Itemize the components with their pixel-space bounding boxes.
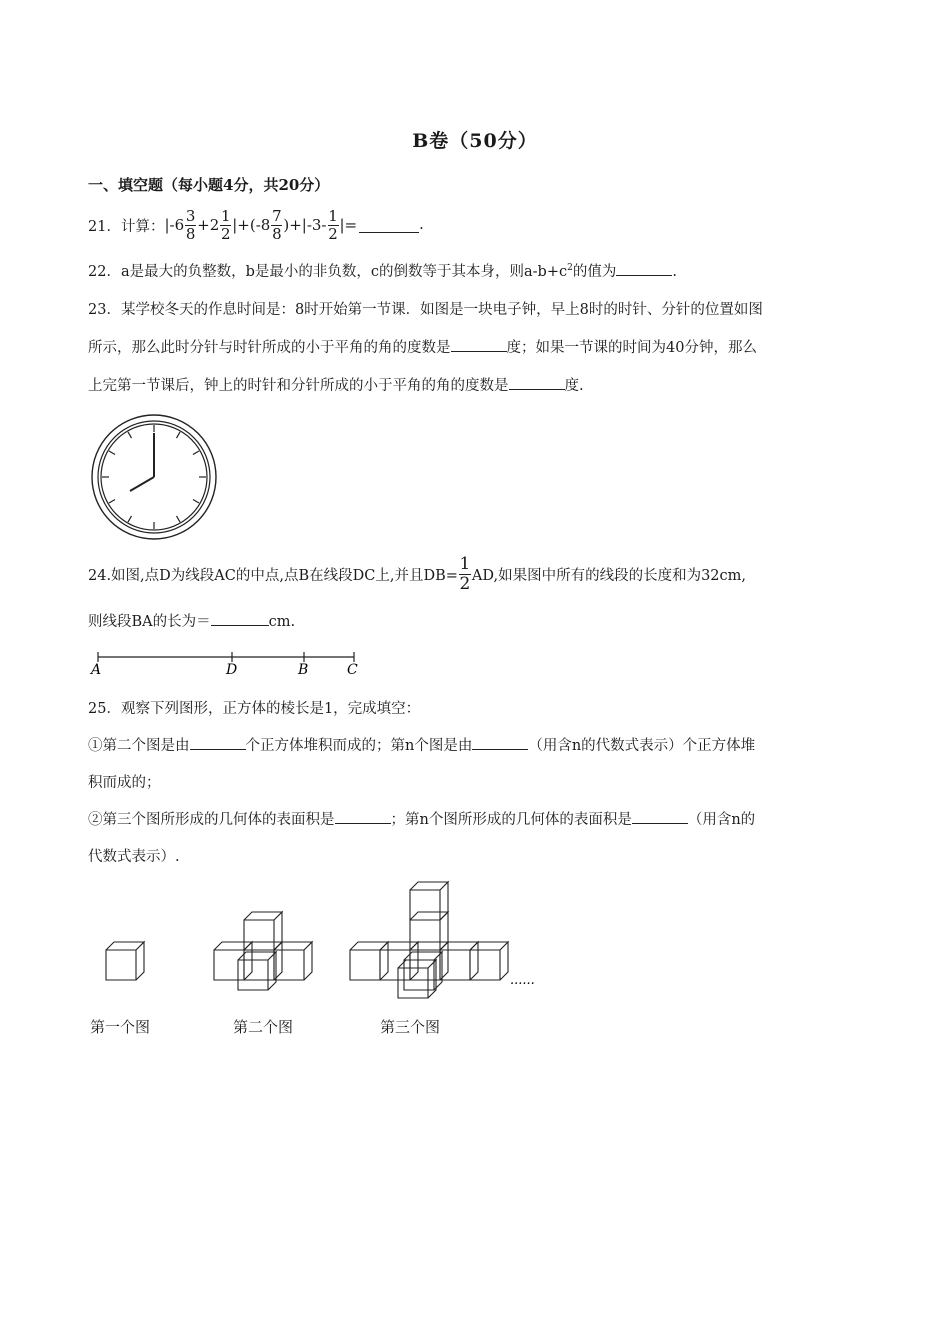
q21-fraction3	[271, 206, 282, 243]
figure-caption-3: 第三个图	[380, 1018, 441, 1036]
section-heading: 一、填空题（每小题4分，共20分）	[88, 176, 330, 194]
q25-line4b: ；第n个图所形成的几何体的表面积是	[390, 812, 632, 828]
q21-f3-num: 7	[272, 206, 282, 225]
q25-line2b: 个正方体堆积而成的；第n个图是由	[245, 738, 473, 754]
q25-line1: 25．观察下列图形，正方体的棱长是1，完成填空：	[88, 701, 421, 717]
q24-line1b: AD,如果图中所有的线段的长度和为32cm,	[471, 567, 747, 584]
cube	[106, 942, 144, 980]
q21-f4-num: 1	[328, 206, 338, 225]
clock-tick	[128, 432, 132, 438]
q24-line2b: cm.	[268, 614, 296, 630]
q25-line4	[88, 808, 755, 829]
q25-blank2[interactable]	[472, 735, 528, 750]
clock-tick	[193, 500, 199, 504]
clock-tick	[109, 500, 115, 504]
question-21	[88, 205, 424, 245]
q22-text2: 的值为	[572, 264, 617, 280]
q25-line2c: （用含n的代数式表示）个正方体堆	[528, 738, 756, 754]
q23-line2b: 度；如果一节课的时间为40分钟，那么	[506, 340, 757, 356]
q24-line1a: 24.如图,点D为线段AC的中点,点B在线段DC上,并且DB=	[88, 567, 458, 584]
q21-fraction2	[220, 206, 231, 243]
q21-f2-num: 1	[220, 206, 231, 225]
q21-part2: +2	[197, 216, 220, 234]
q24-f-den: 2	[459, 573, 471, 594]
q23-blank2[interactable]	[509, 375, 565, 390]
q21-fraction1	[185, 206, 196, 243]
q25-line3: 积而成的；	[88, 775, 161, 791]
q21-fraction4	[328, 206, 339, 243]
q25-line4a: ②第三个图所形成的几何体的表面积是	[88, 812, 335, 828]
q21-part4: )+|-3-	[283, 216, 327, 234]
q21-part3: |+(-8	[232, 216, 271, 234]
q21-f4-den: 2	[328, 224, 338, 243]
q22-text: 22．a是最大的负整数，b是最小的非负数，c的倒数等于其本身，则a-b+c	[88, 264, 568, 280]
label-a: A	[91, 662, 102, 678]
hour-hand	[130, 477, 154, 491]
figure-caption-2: 第二个图	[233, 1018, 294, 1036]
clock-tick	[128, 516, 132, 522]
q23-blank1[interactable]	[451, 337, 507, 352]
clock-tick	[109, 451, 115, 455]
q24-fraction	[459, 553, 471, 594]
q23-line3	[88, 374, 584, 395]
question-22	[88, 260, 677, 281]
q25-line5: 代数式表示）.	[88, 849, 180, 865]
q24-line2a: 则线段BA的长为＝	[88, 614, 211, 630]
ellipsis: ......	[510, 973, 535, 988]
q21-part5: |=	[339, 216, 358, 234]
q25-blank3[interactable]	[335, 809, 391, 824]
page-title: B卷（50分）	[412, 130, 538, 152]
q25-line2	[88, 734, 755, 755]
q21-f1-num: 3	[185, 206, 196, 225]
q21-prefix: 21．计算：	[88, 218, 165, 235]
label-c: C	[347, 662, 358, 678]
q25-blank4[interactable]	[632, 809, 688, 824]
q21-f2-den: 2	[220, 224, 231, 243]
q22-answer-blank[interactable]	[616, 261, 672, 276]
q23-line3a: 上完第一节课后，钟上的时针和分针所成的小于平角的角的度数是	[88, 378, 509, 394]
q24-line2	[88, 610, 295, 631]
clock-tick	[193, 451, 199, 455]
q22-end: .	[672, 264, 677, 280]
clock-figure	[88, 413, 220, 541]
q21-f1-den: 8	[185, 224, 196, 243]
figure-caption-1: 第一个图	[90, 1018, 151, 1036]
q24-f-num: 1	[459, 553, 471, 574]
q23-line2	[88, 336, 757, 357]
clock-tick	[177, 516, 181, 522]
q21-end: .	[419, 217, 424, 233]
q21-f3-den: 8	[272, 224, 282, 243]
q23-line1: 23．某学校冬天的作息时间是：8时开始第一节课．如图是一块电子钟，早上8时的时针、分针的位置如图	[88, 302, 763, 318]
q25-line2a: ①第二个图是由	[88, 738, 190, 754]
label-b: B	[298, 662, 309, 678]
q21-expression	[164, 206, 358, 243]
clock-tick	[177, 432, 181, 438]
cube-figures	[100, 880, 550, 1010]
q24-line1	[88, 552, 746, 596]
q23-line2a: 所示，那么此时分针与时针所成的小于平角的角的度数是	[88, 340, 451, 356]
line-segment-figure	[86, 648, 376, 678]
q23-line3b: 度.	[564, 378, 584, 394]
q24-answer-blank[interactable]	[211, 611, 269, 626]
q25-blank1[interactable]	[190, 735, 246, 750]
label-d: D	[226, 662, 238, 678]
q25-line4c: （用含n的	[687, 812, 756, 828]
q22-sup: 2	[567, 263, 573, 274]
q21-part1: |-6	[164, 216, 185, 234]
q21-answer-blank[interactable]	[359, 218, 419, 233]
